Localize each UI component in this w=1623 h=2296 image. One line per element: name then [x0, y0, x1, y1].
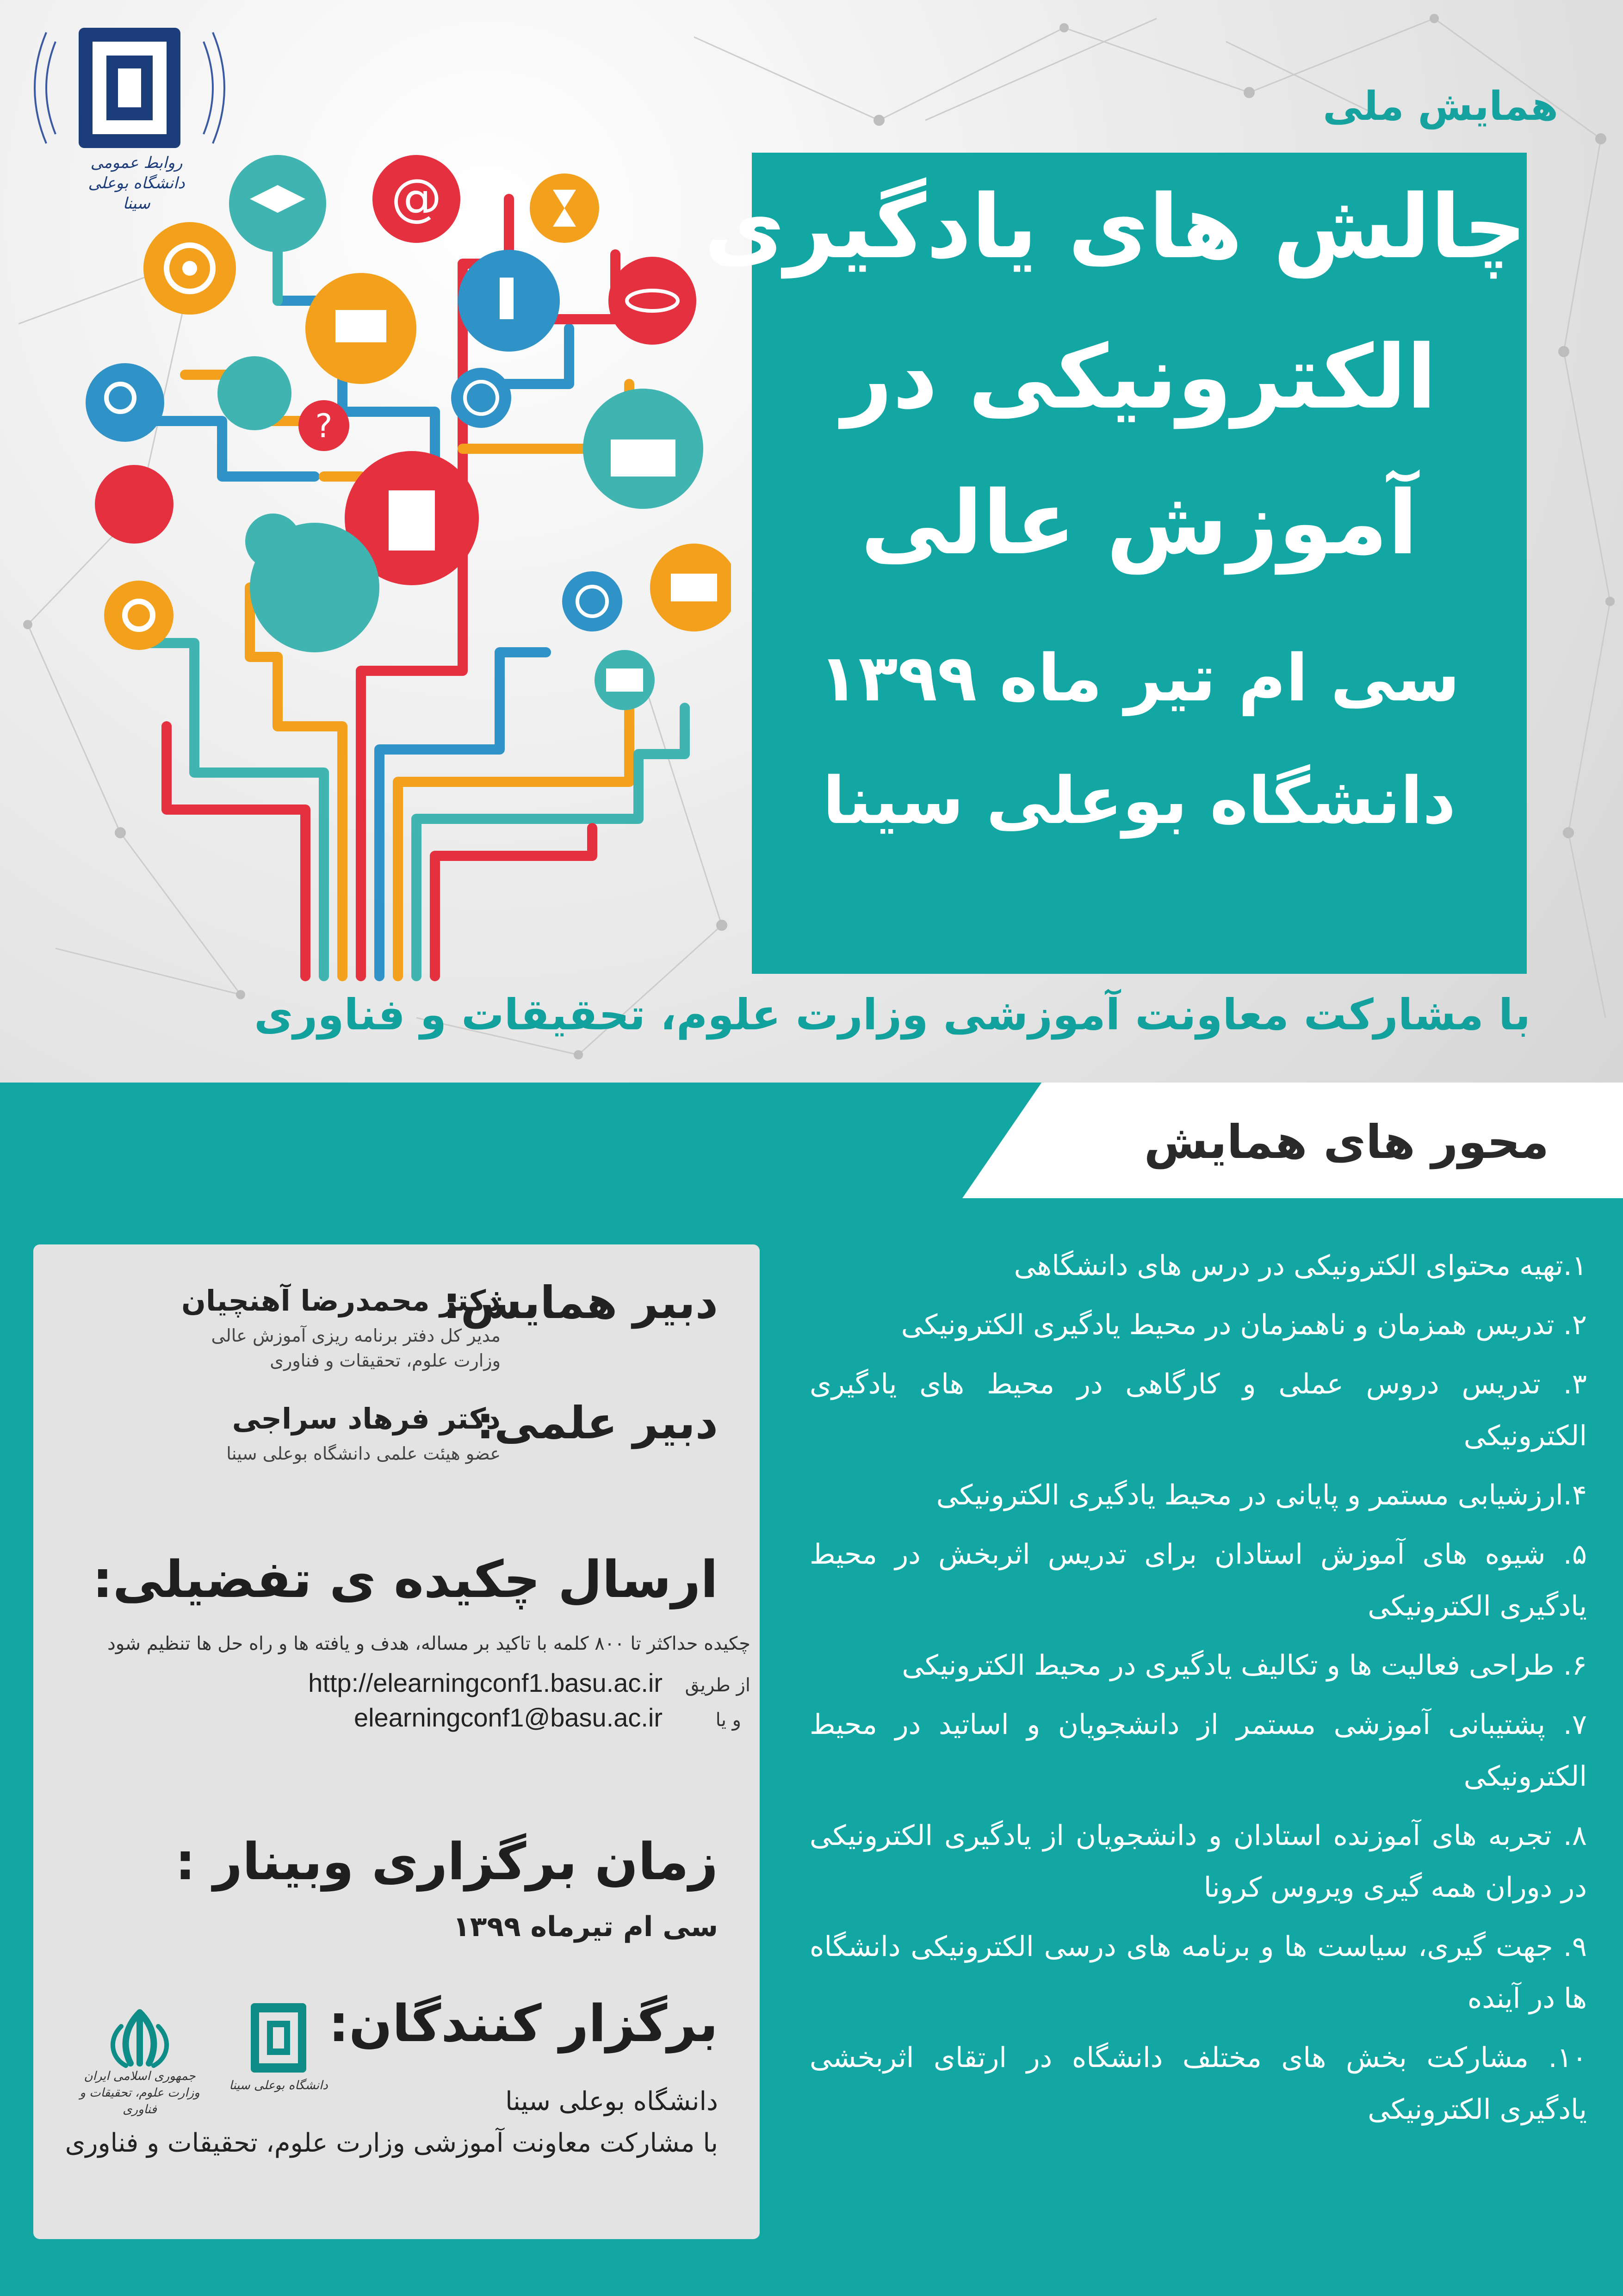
conference-email-link[interactable]: elearningconf1@basu.ac.ir	[353, 1703, 663, 1732]
secretary-description	[211, 1323, 501, 1373]
axis-item: ۵. شیوه های آموزش استادان برای تدریس اثربخش در محیط یادگیری الکترونیکی	[810, 1538, 1587, 1622]
axis-item: ۴.ارزشیابی مستمر و پایانی در محیط یادگیری الکترونیکی	[936, 1479, 1587, 1511]
branch-red-4	[463, 199, 509, 532]
ministry-caption-line2: وزارت علوم، تحقیقات و فناوری	[80, 2086, 200, 2117]
secretary-description-line1: مدیر کل دفتر برنامه ریزی آموزش عالی	[211, 1325, 501, 1346]
scientific-label: دبیر علمی:	[476, 1397, 718, 1449]
secretary-label: دبیر همایش:	[443, 1277, 718, 1329]
iran-emblem-icon	[75, 2008, 204, 2068]
webinar-date: سی ام تیرماه ۱۳۹۹	[453, 1911, 718, 1943]
organizers-title: برگزار کنندگان:	[328, 1994, 718, 2053]
idea-touch-icon	[250, 523, 379, 652]
logo-caption-line1: روابط عمومی	[90, 154, 183, 172]
title-line-3: آموزش عالی	[861, 472, 1418, 574]
axis-item: ۶. طراحی فعالیت ها و تکالیف یادگیری در محیط الکترونیکی	[902, 1649, 1587, 1682]
basu-logo	[218, 1999, 339, 2100]
secretary-description-line2: وزارت علوم، تحقیقات و فناوری	[270, 1350, 501, 1371]
search-magnifier-icon	[86, 363, 164, 442]
dna-icon	[217, 356, 291, 430]
scientific-name: دکتر فرهاد سراجی	[232, 1402, 501, 1436]
title-line-1: چالش های یادگیری	[704, 176, 1527, 278]
hourglass-icon	[530, 173, 599, 243]
world-map-icon	[95, 465, 173, 544]
axis-item: ۲. تدریس همزمان و ناهمزمان در محیط یادگیری الکترونیکی	[901, 1309, 1587, 1341]
scientific-description: عضو هیئت علمی دانشگاه بوعلی سینا	[226, 1443, 501, 1464]
webinar-title: زمان برگزاری وبینار :	[175, 1832, 718, 1891]
abstract-title: ارسال چکیده ی تفضیلی:	[92, 1550, 718, 1609]
basu-caption: دانشگاه بوعلی سینا	[229, 2079, 328, 2092]
atom-icon	[608, 257, 696, 345]
secretary-name: دکتر محمدرضا آهنچیان	[181, 1284, 501, 1318]
title-box	[704, 153, 1527, 974]
event-date: سی ام تیر ماه ۱۳۹۹	[818, 641, 1460, 716]
globe-icon	[451, 368, 511, 428]
conference-url-link[interactable]: http://elearningconf1.basu.ac.ir	[308, 1668, 663, 1697]
axis-item: ۱.تهیه محتوای الکترونیکی در درس های دانشگاهی	[1014, 1250, 1587, 1282]
svg-text:?: ?	[315, 407, 333, 445]
axis-item: ۹. جهت گیری، سیاست ها و برنامه های درسی الکترونیکی دانشگاه ها در آینده	[810, 1931, 1587, 2015]
svg-text:@: @	[391, 168, 442, 227]
gear-icon	[104, 581, 173, 650]
axes-title: محور های همایش	[1144, 1115, 1549, 1169]
info-card	[33, 1244, 760, 2239]
axis-item: ۳. تدریس دروس عملی و کارگاهی در محیط های یادگیری الکترونیکی	[810, 1368, 1587, 1452]
title-line-2: الکترونیکی در	[842, 326, 1437, 428]
participation-note: با مشارکت معاونت آموزشی وزارت علوم، تحقیقات و فناوری	[254, 990, 1530, 1040]
ministry-logo	[75, 2008, 204, 2117]
via-label: از طریق	[685, 1675, 750, 1696]
axes-list	[810, 1240, 1587, 2143]
basu-emblem-icon	[218, 1999, 339, 2077]
organizer-1: دانشگاه بوعلی سینا	[505, 2086, 718, 2117]
clock-icon	[562, 571, 622, 631]
abstract-note: چکیده حداکثر تا ۸۰۰ کلمه با تاکید بر مساله، هدف و یافته ها و راه حل ها تنظیم شود	[107, 1633, 750, 1654]
header-section	[0, 0, 1623, 1083]
event-venue: دانشگاه بوعلی سینا	[823, 763, 1456, 839]
ministry-caption-line1: جمهوری اسلامی ایران	[84, 2069, 196, 2083]
branch-blue-4	[139, 421, 315, 477]
axis-item: ۸. تجربه های آموزنده استادان و دانشجویان از یادگیری الکترونیکی در دوران همه گیری ویروس کرونا	[810, 1819, 1587, 1904]
organizer-2: با مشارکت معاونت آموزشی وزارت علوم، تحقیقات و فناوری	[65, 2128, 718, 2158]
logo-caption-line2: دانشگاه بوعلی سینا	[88, 174, 185, 213]
or-label: و یا	[715, 1709, 741, 1731]
axis-item: ۱۰. مشارکت بخش های مختلف دانشگاه در ارتقای اثربخشی یادگیری الکترونیکی	[810, 2042, 1587, 2126]
branch-red-3	[435, 828, 592, 976]
circuit-tree-illustration	[83, 125, 731, 985]
axis-item: ۷. پشتیبانی آموزشی مستمر از دانشجویان و اساتید در محیط الکترونیکی	[810, 1708, 1587, 1793]
event-type: همایش ملی	[1323, 83, 1558, 130]
branch-red-2	[167, 726, 305, 976]
